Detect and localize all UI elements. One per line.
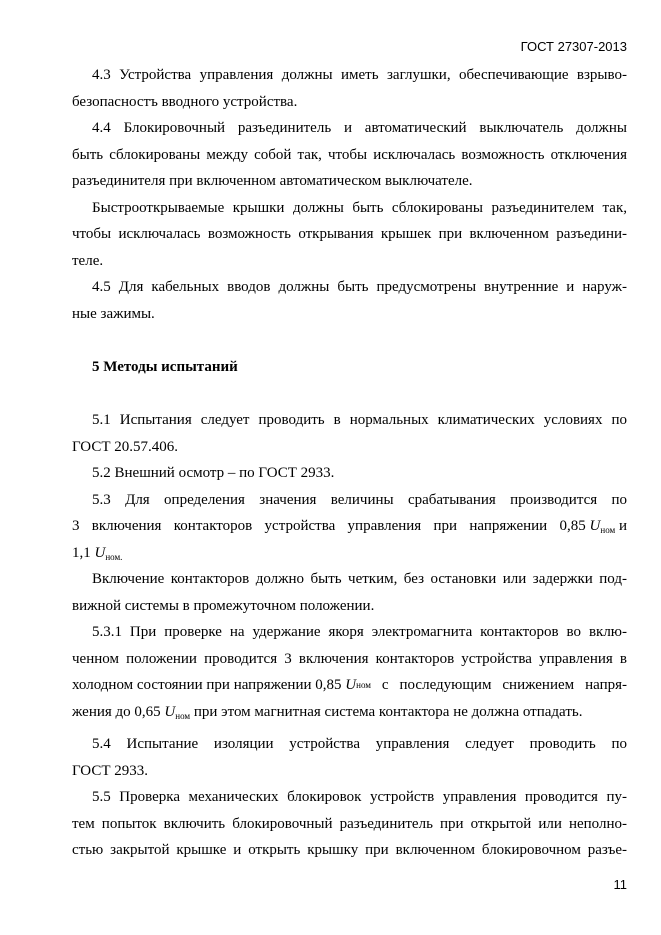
text-line: 5.3 Для определения значения величины срабатывания производится по: [92, 492, 627, 508]
text-line: 4.4 Блокировочный разъединитель и автоматический выключатель должны: [92, 120, 627, 136]
text-line: ные зажимы.: [72, 306, 155, 322]
text-line: теле.: [72, 253, 104, 269]
text-line: ГОСТ 2933.: [72, 763, 148, 779]
text-line: 5.1 Испытания следует проводить в нормальных климатических условиях по: [92, 412, 627, 428]
text-line: чтобы исключалась возможность открывания крышек при включенном разъедини-: [72, 226, 627, 242]
text-line-with-formula: [72, 544, 627, 566]
text-line: 4.5 Для кабельных вводов должны быть предусмотрены внутренние и наруж-: [92, 279, 627, 295]
text-line: тем попыток включить блокировочный разъединитель при открытой или неполно-: [72, 816, 627, 832]
text-line: 5.5 Проверка механических блокировок устройств управления проводится пу-: [92, 789, 627, 805]
text-line: 5.2 Внешний осмотр – по ГОСТ 2933.: [92, 465, 335, 481]
voltage-symbol: U: [589, 518, 601, 534]
section-heading: 5 Методы испытаний: [92, 359, 238, 375]
text-line: быть сблокированы между собой так, чтобы исключалась возможность отключения: [72, 147, 627, 163]
text-line: Быстрооткрываемые крышки должны быть сблокированы разъединителем так,: [92, 200, 627, 216]
text-segment: холодном состоянии при напряжении 0,85: [72, 677, 346, 693]
voltage-symbol: U: [164, 704, 176, 720]
text-line: 5.3.1 При проверке на удержание якоря электромагнита контакторов во вклю-: [92, 624, 627, 640]
nominal-subscript: ном.: [105, 552, 123, 562]
text-line: стью закрытой крышке и открыть крышку при включенном блокировочном разъе-: [72, 842, 627, 858]
text-line-with-formula: [72, 676, 627, 694]
text-line-with-formula: [72, 517, 627, 539]
text-segment: и: [615, 518, 627, 534]
voltage-symbol: U: [345, 677, 357, 693]
text-line: безопасностъ вводного устройства.: [72, 94, 298, 110]
text-segment: [72, 517, 586, 539]
nominal-subscript: ном: [356, 680, 371, 690]
text-line: вижной системы в промежуточном положении.: [72, 598, 375, 614]
voltage-symbol: U: [94, 545, 106, 561]
text-line: Включение контакторов должно быть четким, без остановки или задержки под-: [92, 571, 627, 587]
text-line: ГОСТ 20.57.406.: [72, 439, 178, 455]
text-line: ченном положении проводится 3 включения контакторов устройства управления в: [72, 651, 627, 667]
text-line: разъединителя при включенном автоматическом выключателе.: [72, 173, 473, 189]
text-segment: при этом магнитная система контактора не должна отпадать.: [190, 704, 583, 720]
document-id-header: ГОСТ 27307-2013: [520, 39, 627, 54]
page-number: 11: [613, 877, 627, 892]
formula-segment: [586, 517, 627, 539]
text-segment: 3 включения контакторов устройства управления при напряжении 0,85: [72, 518, 586, 534]
text-segment: 1,1: [72, 545, 95, 561]
nominal-subscript: ном: [175, 711, 191, 721]
text-line: 4.3 Устройства управления должны иметь заглушки, обеспечивающие взрыво-: [92, 67, 627, 83]
text-segment: с последующим снижением напря-: [370, 677, 627, 693]
text-line-with-formula: [72, 703, 627, 725]
text-segment: жения до 0,65: [72, 704, 165, 720]
nominal-subscript: ном: [600, 525, 616, 535]
text-line: 5.4 Испытание изоляции устройства управления следует проводить по: [92, 736, 627, 752]
